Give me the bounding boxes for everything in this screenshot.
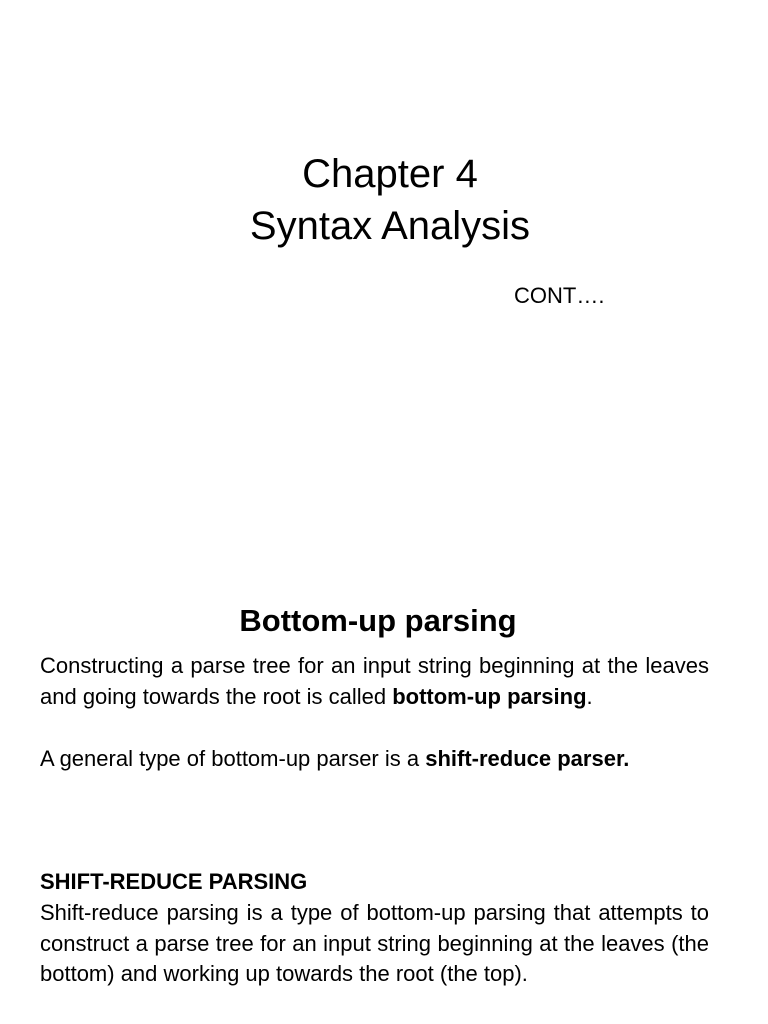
continued-label: CONT…. xyxy=(514,283,605,308)
definition-paragraph xyxy=(40,651,709,712)
subsection-heading: SHIFT-REDUCE PARSING xyxy=(40,869,308,894)
chapter-title: Chapter 4 xyxy=(302,152,478,196)
parser-type-text: A general type of bottom-up parser is a xyxy=(40,746,426,771)
definition-text-end: . xyxy=(586,683,593,709)
definition-text: Constructing a parse tree for an input string beginning at the leaves and going towards the root is called xyxy=(40,653,709,709)
bold-term-bottom-up-parsing: bottom-up parsing xyxy=(392,683,587,709)
section-heading: Bottom-up parsing xyxy=(239,603,517,638)
bold-term-shift-reduce-parser: shift-reduce parser. xyxy=(425,746,630,771)
subsection-paragraph: Shift-reduce parsing is a type of bottom-up parsing that attempts to construct a parse tree for an input string beginning at the leaves (the bottom) and working up towards the root (the top). xyxy=(40,900,709,986)
parser-type-paragraph xyxy=(40,744,709,775)
chapter-subtitle: Syntax Analysis xyxy=(249,204,531,248)
